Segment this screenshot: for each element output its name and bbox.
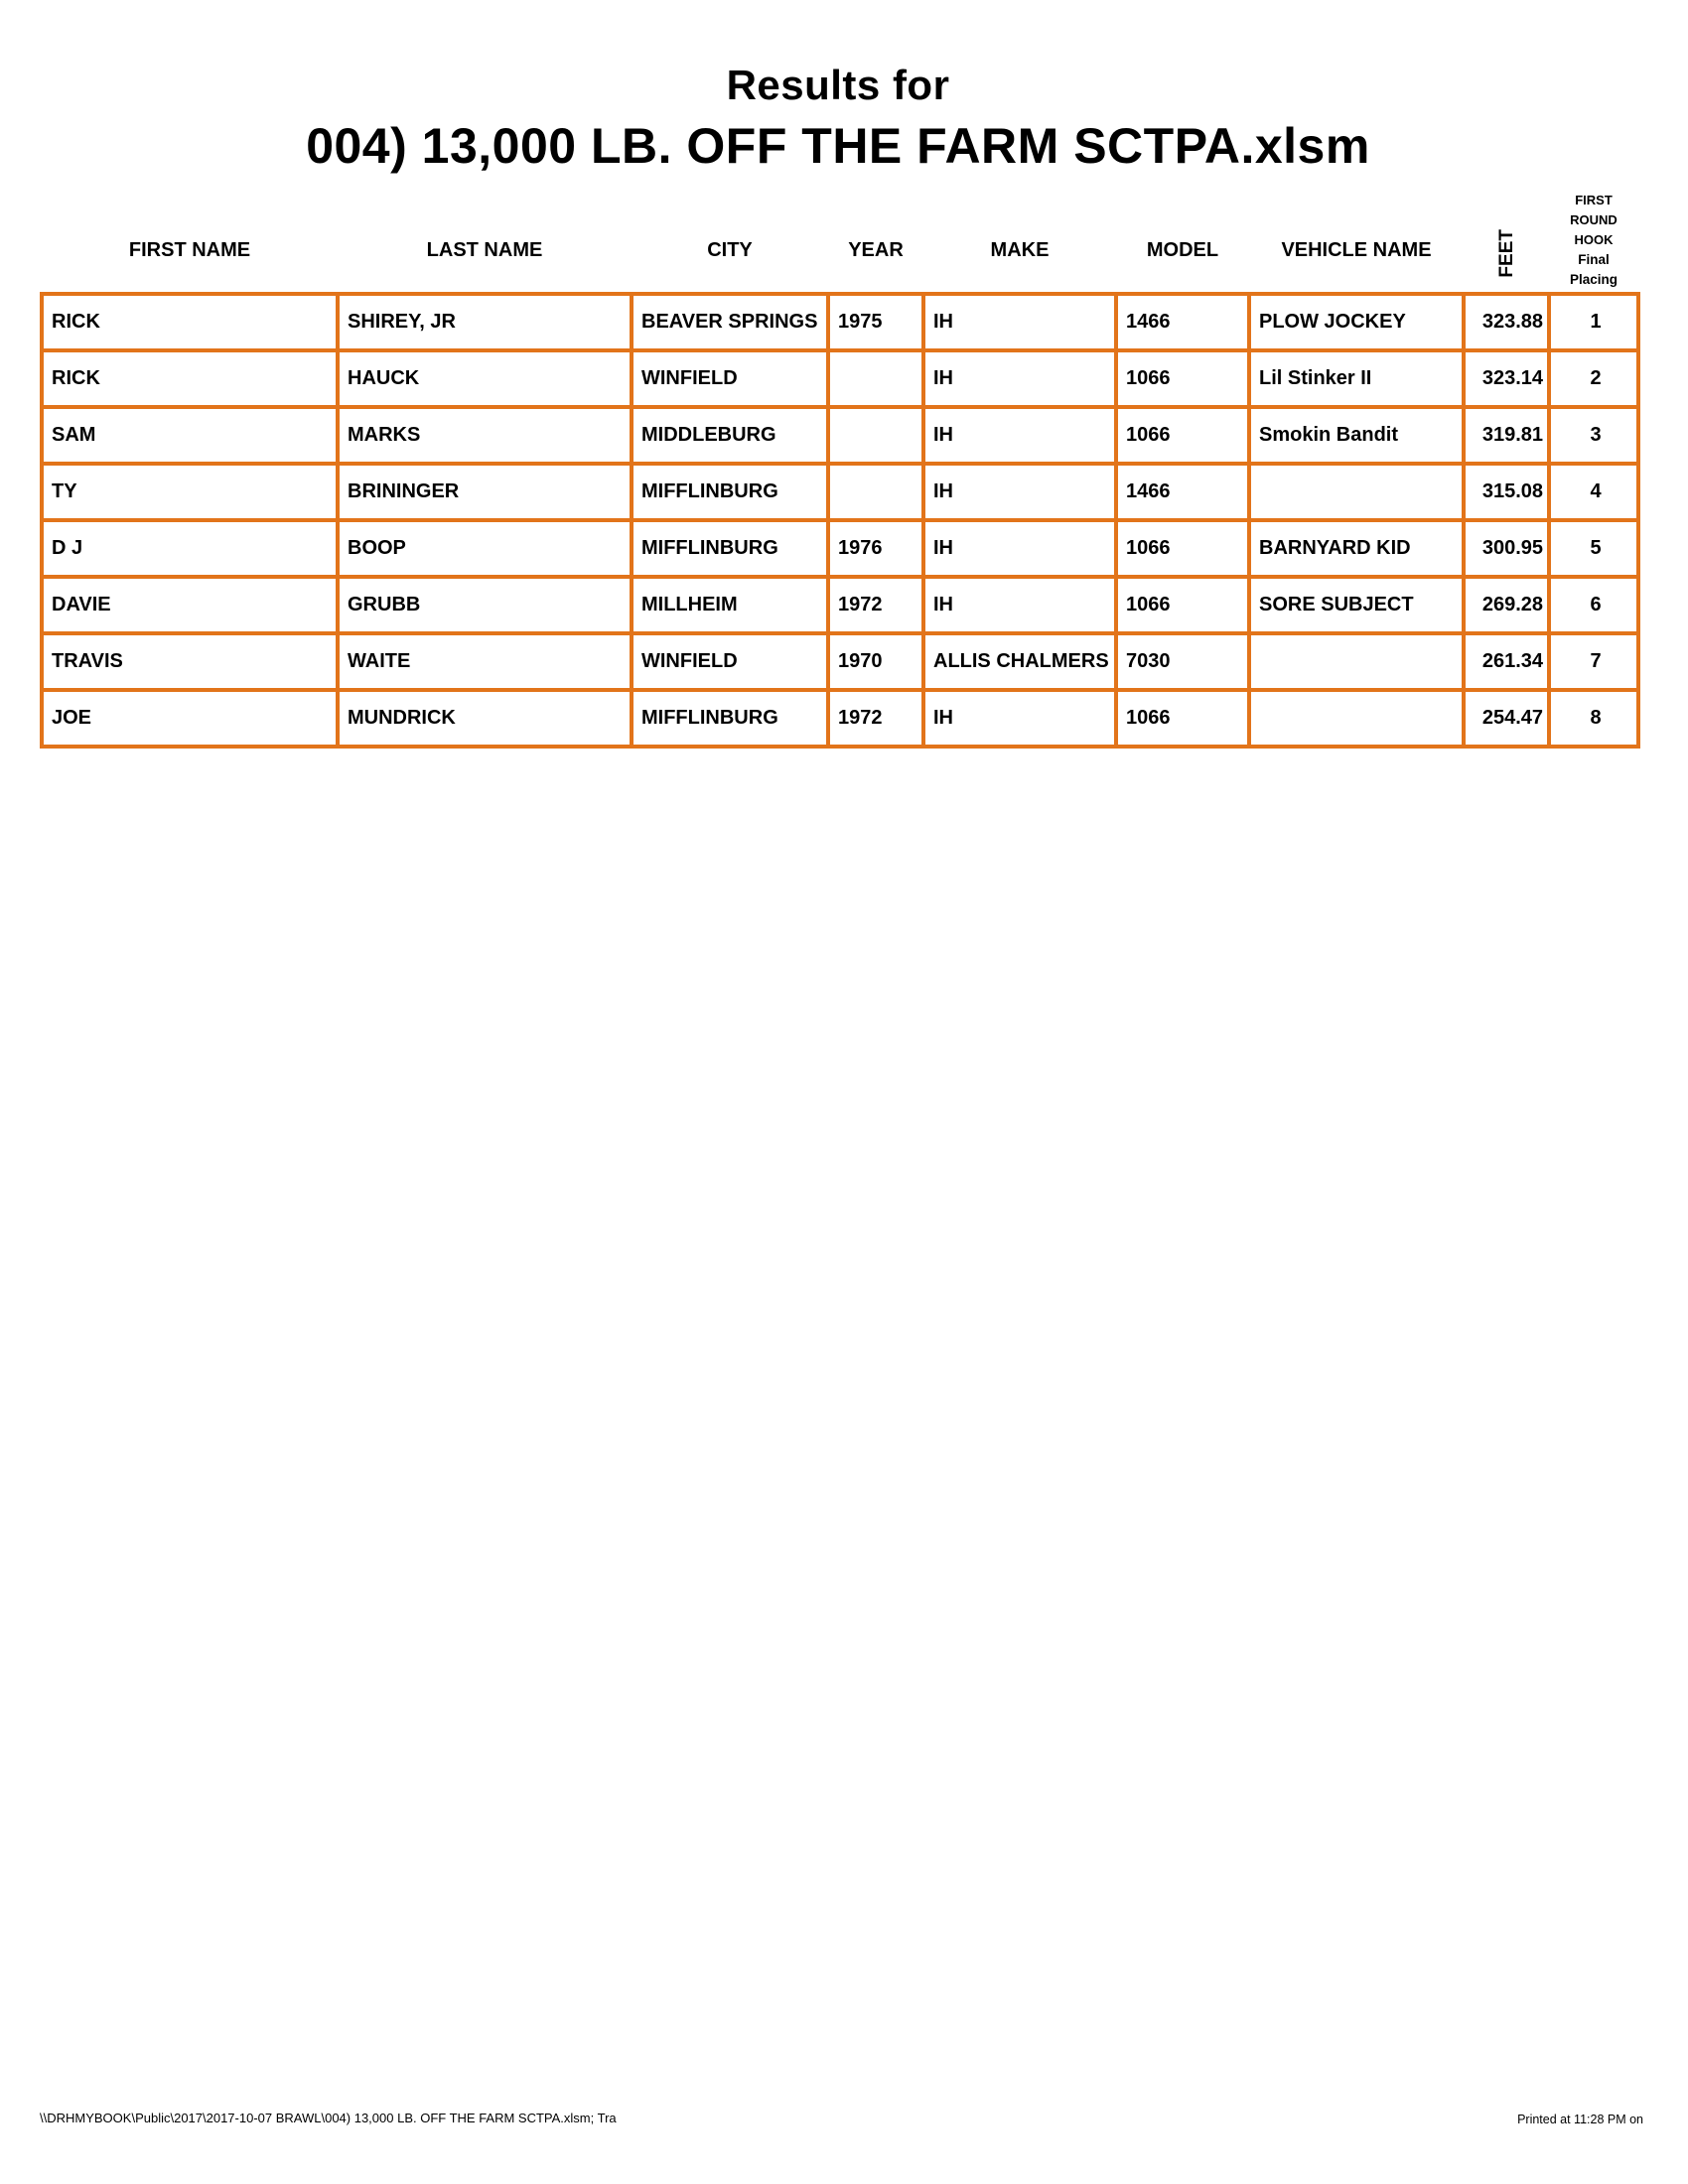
table-row (42, 577, 1638, 633)
cell-year: 1972 (828, 690, 923, 747)
cell-first_name: RICK (42, 350, 338, 407)
footer-printed-timestamp: Printed at 11:28 PM on (1517, 2113, 1643, 2126)
cell-vehicle_name: Smokin Bandit (1249, 407, 1464, 464)
feet-rotated-label: FEET (1495, 229, 1517, 278)
cell-feet: 254.47 (1464, 690, 1549, 747)
cell-year (828, 464, 923, 520)
cell-first_name: JOE (42, 690, 338, 747)
column-header-placing (1549, 191, 1638, 294)
cell-model: 1066 (1116, 690, 1249, 747)
cell-vehicle_name (1249, 633, 1464, 690)
cell-vehicle_name (1249, 690, 1464, 747)
cell-year: 1976 (828, 520, 923, 577)
cell-first_name: SAM (42, 407, 338, 464)
cell-year: 1970 (828, 633, 923, 690)
cell-year: 1975 (828, 294, 923, 350)
column-header-first-name: FIRST NAME (128, 239, 251, 261)
cell-last_name: GRUBB (338, 577, 632, 633)
cell-last_name: HAUCK (338, 350, 632, 407)
cell-first_name: TY (42, 464, 338, 520)
placing-header-line-placing: Placing (1569, 272, 1618, 287)
cell-year: 1972 (828, 577, 923, 633)
column-header-feet (1464, 191, 1549, 294)
cell-last_name: BRININGER (338, 464, 632, 520)
cell-year (828, 350, 923, 407)
cell-city: MIFFLINBURG (632, 520, 828, 577)
cell-placing: 7 (1549, 633, 1638, 690)
placing-header-line-first: FIRST (1575, 193, 1613, 207)
table-row (42, 520, 1638, 577)
cell-year (828, 407, 923, 464)
cell-make: IH (923, 577, 1116, 633)
cell-last_name: SHIREY, JR (338, 294, 632, 350)
cell-first_name: TRAVIS (42, 633, 338, 690)
cell-make: IH (923, 294, 1116, 350)
cell-make: IH (923, 520, 1116, 577)
cell-city: WINFIELD (632, 350, 828, 407)
cell-first_name: DAVIE (42, 577, 338, 633)
placing-header-line-round: ROUND (1570, 212, 1618, 227)
cell-vehicle_name: BARNYARD KID (1249, 520, 1464, 577)
table-row (42, 350, 1638, 407)
column-header-year: YEAR (848, 239, 904, 261)
cell-placing: 1 (1549, 294, 1638, 350)
cell-make: IH (923, 464, 1116, 520)
cell-model: 1466 (1116, 464, 1249, 520)
cell-feet: 315.08 (1464, 464, 1549, 520)
results-table (40, 191, 1640, 749)
report-title-line1: Results for (726, 62, 950, 108)
cell-placing: 5 (1549, 520, 1638, 577)
cell-city: MILLHEIM (632, 577, 828, 633)
cell-feet: 300.95 (1464, 520, 1549, 577)
header-row (42, 191, 1638, 294)
cell-model: 1066 (1116, 407, 1249, 464)
cell-make: ALLIS CHALMERS (923, 633, 1116, 690)
cell-make: IH (923, 690, 1116, 747)
placing-header-line-final: Final (1578, 252, 1610, 267)
cell-vehicle_name (1249, 464, 1464, 520)
cell-feet: 323.88 (1464, 294, 1549, 350)
cell-city: WINFIELD (632, 633, 828, 690)
cell-model: 1066 (1116, 577, 1249, 633)
table-row (42, 407, 1638, 464)
cell-first_name: RICK (42, 294, 338, 350)
cell-vehicle_name: Lil Stinker II (1249, 350, 1464, 407)
report-title-line2: 004) 13,000 LB. OFF THE FARM SCTPA.xlsm (306, 118, 1370, 174)
table-row (42, 690, 1638, 747)
column-header-city: CITY (707, 239, 753, 261)
cell-first_name: D J (42, 520, 338, 577)
cell-city: MIDDLEBURG (632, 407, 828, 464)
cell-feet: 319.81 (1464, 407, 1549, 464)
cell-last_name: MARKS (338, 407, 632, 464)
cell-model: 7030 (1116, 633, 1249, 690)
footer-file-path: \\DRHMYBOOK\Public\2017\2017-10-07 BRAWL\004) 13,000 LB. OFF THE FARM SCTPA.xlsm; Tra (40, 2111, 617, 2125)
placing-header-line-hook: HOOK (1574, 232, 1614, 247)
cell-city: MIFFLINBURG (632, 690, 828, 747)
cell-last_name: WAITE (338, 633, 632, 690)
cell-make: IH (923, 350, 1116, 407)
cell-model: 1066 (1116, 350, 1249, 407)
column-header-last-name: LAST NAME (426, 239, 543, 261)
cell-placing: 3 (1549, 407, 1638, 464)
cell-placing: 8 (1549, 690, 1638, 747)
column-header-model: MODEL (1146, 239, 1219, 261)
cell-feet: 323.14 (1464, 350, 1549, 407)
cell-vehicle_name: PLOW JOCKEY (1249, 294, 1464, 350)
cell-city: BEAVER SPRINGS (632, 294, 828, 350)
cell-last_name: MUNDRICK (338, 690, 632, 747)
cell-placing: 4 (1549, 464, 1638, 520)
table-row (42, 633, 1638, 690)
table-row (42, 294, 1638, 350)
column-header-vehicle-name: VEHICLE NAME (1281, 239, 1432, 261)
cell-last_name: BOOP (338, 520, 632, 577)
results-tbody (42, 294, 1638, 747)
table-row (42, 464, 1638, 520)
cell-make: IH (923, 407, 1116, 464)
cell-city: MIFFLINBURG (632, 464, 828, 520)
cell-model: 1466 (1116, 294, 1249, 350)
cell-placing: 6 (1549, 577, 1638, 633)
cell-feet: 261.34 (1464, 633, 1549, 690)
cell-feet: 269.28 (1464, 577, 1549, 633)
cell-placing: 2 (1549, 350, 1638, 407)
column-header-make: MAKE (990, 239, 1050, 261)
cell-model: 1066 (1116, 520, 1249, 577)
cell-vehicle_name: SORE SUBJECT (1249, 577, 1464, 633)
